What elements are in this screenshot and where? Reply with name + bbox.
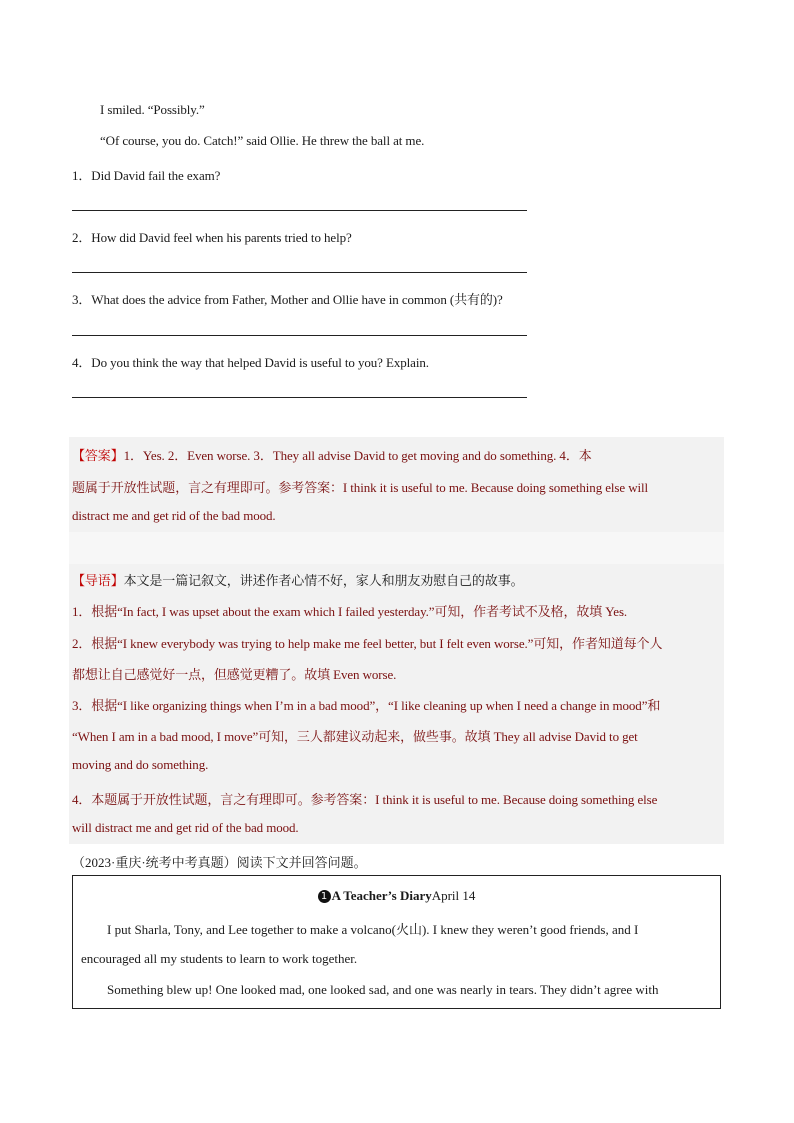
answer-line-4[interactable] (72, 397, 527, 398)
answer-line (72, 445, 592, 464)
guide-line: will distract me and get rid of the bad mood. (72, 820, 299, 835)
guide-line: 3．根据“I like organizing things when I’m in a bad mood”，“I like cleaning up when I need a change in mood”和 (72, 698, 661, 713)
number-circle-icon: 1 (318, 890, 331, 903)
passage-line: encouraged all my students to learn to work together. (81, 951, 358, 966)
guide-line: moving and do something. (72, 757, 209, 772)
passage-title: A Teacher’s Diary (331, 888, 432, 903)
answer-label: 【答案】 (72, 448, 124, 463)
question-3: 3．What does the advice from Father, Mother and Ollie have in common (共有的)? (72, 292, 503, 307)
guide-line: 都想让自己感觉好一点，但感觉更糟了。故填 Even worse. (72, 667, 397, 682)
guide-intro: 本文是一篇记叙文，讲述作者心情不好，家人和朋友劝慰自己的故事。 (123, 573, 524, 588)
answer-line-2[interactable] (72, 272, 527, 273)
story-line: I smiled. “Possibly.” (100, 102, 205, 117)
passage-line: Something blew up! One looked mad, one looked sad, and one was nearly in tears. They didn’t agree with (107, 982, 659, 997)
guide-label: 【导语】 (72, 573, 124, 588)
story-line: “Of course, you do. Catch!” said Ollie. He threw the ball at me. (100, 133, 425, 148)
answer-line-3[interactable] (72, 335, 527, 336)
question-4: 4．Do you think the way that helped David is useful to you? Explain. (72, 355, 429, 370)
passage-box (72, 875, 721, 1009)
guide-intro-line (72, 570, 524, 589)
passage-title-line (73, 888, 720, 904)
guide-line: 1．根据“In fact, I was upset about the exam which I failed yesterday.”可知，作者考试不及格，故填 Yes. (72, 604, 628, 619)
question-2: 2．How did David feel when his parents tried to help? (72, 230, 352, 245)
guide-line: 4．本题属于开放性试题，言之有理即可。参考答案：I think it is useful to me. Because doing something else (72, 792, 658, 807)
passage-date: April 14 (431, 888, 476, 903)
source-note: （2023·重庆·统考中考真题）阅读下文并回答问题。 (72, 855, 367, 870)
answer-line-1[interactable] (72, 210, 527, 211)
guide-line: 2．根据“I knew everybody was trying to help make me feel better, but I felt even worse.”可知，作者知道每个人 (72, 636, 663, 651)
answer-text: 1．Yes. 2．Even worse. 3．They all advise David to get moving and do something. 4．本 (123, 448, 592, 463)
answer-line: distract me and get rid of the bad mood. (72, 508, 276, 523)
passage-line: I put Sharla, Tony, and Lee together to make a volcano(火山). I knew they weren’t good friends, and I (107, 922, 639, 937)
spacer-block (69, 532, 724, 564)
answer-line: 题属于开放性试题，言之有理即可。参考答案：I think it is useful to me. Because doing something else will (72, 480, 649, 495)
question-1: 1．Did David fail the exam? (72, 168, 221, 183)
guide-line: “When I am in a bad mood, I move”可知，三人都建议动起来，做些事。故填 They all advise David to get (72, 729, 638, 744)
